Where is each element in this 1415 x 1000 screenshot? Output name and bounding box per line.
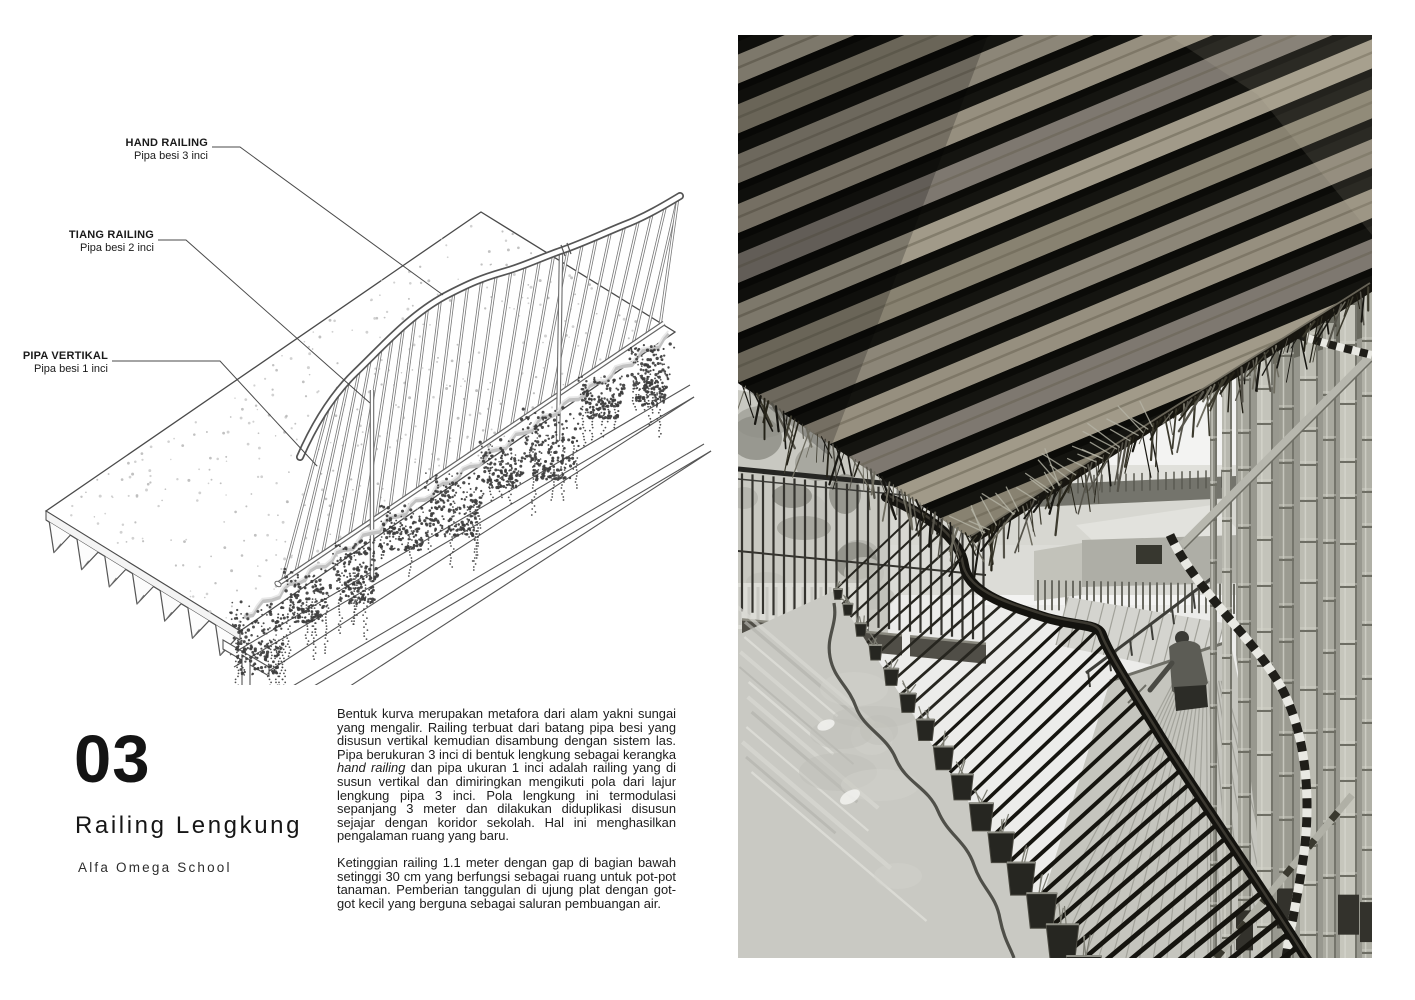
label-title: TIANG RAILING (68, 229, 154, 241)
label-subtitle: Pipa besi 1 inci (34, 363, 108, 375)
description-paragraph-2: Ketinggian railing 1.1 meter dengan gap di bagian bawah setinggi 30 cm yang berfungsi sebagai ruang untuk pot-pot tanaman. Pemberian tanggulan di ujung plat dengan got-got kecil yang berguna sebagai saluran pembuangan air. (337, 854, 676, 911)
label-title: PIPA VERTIKAL (22, 350, 108, 362)
railing-isometric-diagram (30, 95, 720, 685)
railing-photograph (738, 35, 1372, 958)
description-text (337, 707, 676, 923)
label-subtitle: Pipa besi 3 inci (134, 150, 208, 162)
paragraph-text: dan pipa ukuran 1 inci adalah railing yang di susun vertikal dan dimiringkan mengikuti pola dari lajur lengkung pipa 3 inci. Pola lengkung ini termodulasi sepanjang 3 meter dan dilakukan diduplikasi disusun sejajar dengan koridor sekolah. Hal ini menghasilkan pengalaman ruang yang baru. (337, 760, 676, 844)
description-paragraph-1 (337, 707, 676, 843)
page-number: 03 (74, 722, 151, 797)
paragraph-italic-text: hand railing (337, 760, 406, 776)
paragraph-text: Bentuk kurva merupakan metafora dari alam yakni sungai yang mengalir. Railing terbuat dari batang pipa besi yang disusun vertikal kemudian disambung dengan sistem las. Pipa berukuran 3 inci di bentuk lengkung sebagai kerangka (337, 706, 676, 762)
building-window (1136, 545, 1162, 564)
label-subtitle: Pipa besi 2 inci (80, 242, 154, 254)
label-title: HAND RAILING (125, 137, 208, 149)
project-subtitle: Alfa Omega School (78, 860, 232, 875)
project-title: Railing Lengkung (75, 812, 303, 839)
photo-illustration (738, 35, 1372, 958)
